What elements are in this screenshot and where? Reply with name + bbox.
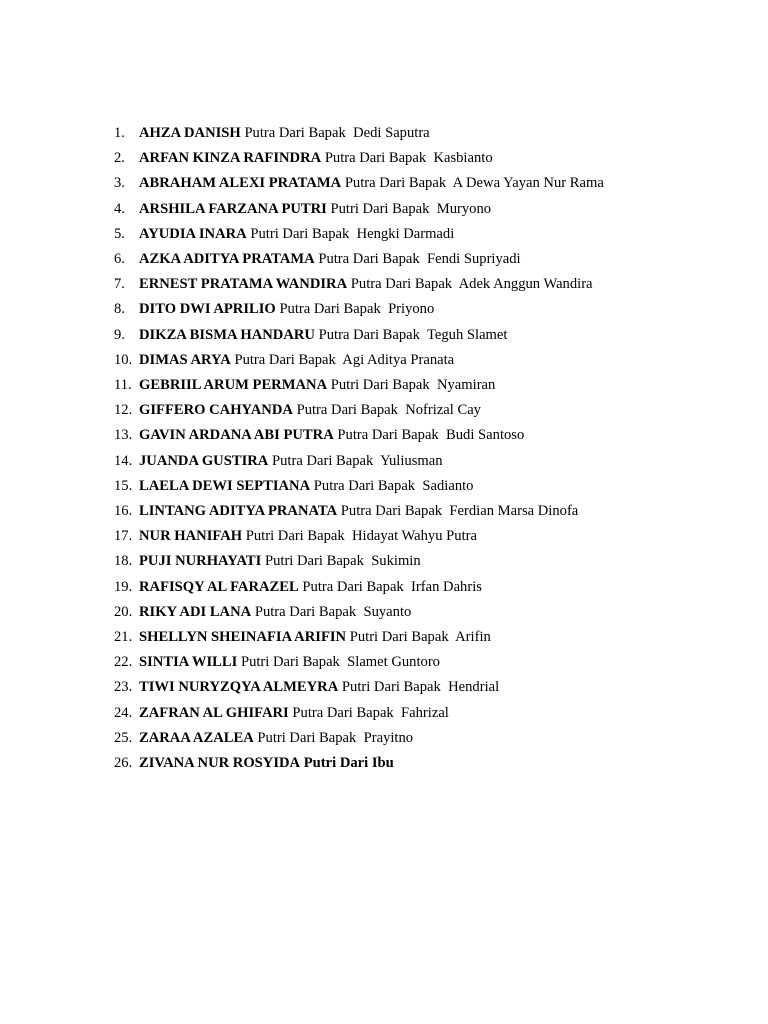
list-item (0, 575, 628, 600)
parent-name: Hidayat Wahyu Putra (351, 528, 477, 545)
relation-text: Putra Dari Bapak (279, 301, 381, 318)
child-name: ERNEST PRATAMA WANDIRA (139, 276, 348, 293)
list-item (0, 423, 628, 448)
list-item-number: 13. (114, 427, 133, 444)
list-item-number: 10. (114, 351, 133, 368)
list-item (0, 726, 628, 751)
list-item (0, 675, 628, 700)
relation-text: Putra Dari Bapak (272, 452, 374, 469)
list-item-number: 12. (114, 402, 133, 419)
list-item (0, 373, 628, 398)
child-name: ARFAN KINZA RAFINDRA (139, 150, 322, 167)
parent-name: Arifin (455, 629, 491, 646)
list-item (0, 297, 628, 322)
parent-name: Agi Aditya Pranata (342, 351, 455, 368)
list-item-number: 23. (114, 679, 133, 696)
child-name: DIMAS ARYA (139, 351, 231, 368)
list-item-number: 5. (114, 225, 125, 242)
relation-text: Putri Dari Bapak (341, 679, 441, 696)
child-name: DITO DWI APRILIO (139, 301, 276, 318)
list-item (0, 323, 628, 348)
list-item-number: 15. (114, 477, 133, 494)
list-item-number: 21. (114, 629, 133, 646)
relation-text: Putra Dari Bapak (313, 477, 416, 494)
list-item (0, 600, 628, 625)
parent-name: Sadianto (422, 477, 474, 494)
relation-text: Putri Dari Bapak (250, 225, 350, 242)
parent-name: Irfan Dahris (411, 578, 482, 595)
child-name: LINTANG ADITYA PRANATA (139, 503, 338, 520)
list-item-number: 18. (114, 553, 133, 570)
parent-name: Hendrial (448, 679, 500, 696)
relation-text: Putri Dari Ibu (303, 755, 394, 772)
list-item (0, 449, 628, 474)
list-item (0, 247, 628, 272)
relation-text: Putri Dari Bapak (349, 629, 449, 646)
child-name: JUANDA GUSTIRA (139, 452, 269, 469)
list-item (0, 398, 628, 423)
list-item (0, 625, 628, 650)
child-name: DIKZA BISMA HANDARU (139, 326, 315, 343)
child-name: GAVIN ARDANA ABI PUTRA (139, 427, 334, 444)
list-item (0, 348, 628, 373)
parent-name: Hengki Darmadi (356, 225, 455, 242)
parent-name: Nofrizal Cay (405, 402, 481, 419)
relation-text: Putra Dari Bapak (337, 427, 439, 444)
list-item-number: 8. (114, 301, 125, 318)
list-item (0, 751, 628, 776)
child-name: AHZA DANISH (139, 125, 241, 141)
list-item-number: 19. (114, 578, 133, 595)
child-name: PUJI NURHAYATI (139, 553, 262, 570)
child-name: SHELLYN SHEINAFIA ARIFIN (139, 629, 347, 646)
child-name: RIKY ADI LANA (139, 603, 252, 620)
list-item (0, 549, 628, 574)
relation-text: Putra Dari Bapak (318, 326, 420, 343)
list-item (0, 650, 628, 675)
child-name: GIFFERO CAHYANDA (139, 402, 293, 419)
child-name: ABRAHAM ALEXI PRATAMA (139, 175, 342, 192)
relation-text: Putra Dari Bapak (350, 276, 453, 293)
parent-name: Fahrizal (401, 704, 449, 721)
relation-text: Putri Dari Bapak (330, 200, 430, 217)
child-name: GEBRIIL ARUM PERMANA (139, 377, 328, 394)
relation-text: Putri Dari Bapak (257, 729, 357, 746)
list-item (0, 222, 628, 247)
parent-name: A Dewa Yayan Nur Rama (452, 175, 604, 192)
child-name: RAFISQY AL FARAZEL (139, 578, 299, 595)
list-item (0, 171, 628, 196)
list-item-number: 22. (114, 654, 133, 671)
relation-text: Putra Dari Bapak (254, 603, 357, 620)
parent-name: Yuliusman (380, 452, 443, 469)
name-list (0, 121, 768, 776)
list-item (0, 146, 628, 171)
list-item-number: 7. (114, 276, 125, 293)
child-name: NUR HANIFAH (139, 528, 243, 545)
child-name: ZAFRAN AL GHIFARI (139, 704, 289, 721)
list-item-number: 2. (114, 150, 125, 167)
child-name: AYUDIA INARA (139, 225, 247, 242)
child-name: TIWI NURYZQYA ALMEYRA (139, 679, 339, 696)
relation-text: Putra Dari Bapak (318, 251, 420, 268)
list-item (0, 474, 628, 499)
child-name: ZIVANA NUR ROSYIDA (139, 755, 301, 772)
child-name: ARSHILA FARZANA PUTRI (139, 200, 327, 217)
list-item-number: 9. (114, 326, 125, 343)
parent-name: Priyono (388, 301, 435, 318)
parent-name: Sukimin (371, 553, 421, 570)
parent-name: Prayitno (363, 729, 414, 746)
parent-name: Kasbianto (433, 150, 493, 167)
parent-name: Ferdian Marsa Dinofa (449, 503, 579, 520)
parent-name: Slamet Guntoro (347, 654, 440, 671)
relation-text: Putri Dari Bapak (264, 553, 364, 570)
list-item-number: 25. (114, 729, 133, 746)
relation-text: Putra Dari Bapak (324, 150, 427, 167)
parent-name: Teguh Slamet (427, 326, 508, 343)
relation-text: Putri Dari Bapak (330, 377, 430, 394)
list-item (0, 499, 628, 524)
parent-name: Muryono (436, 200, 492, 217)
relation-text: Putra Dari Bapak (302, 578, 404, 595)
list-item-number: 1. (114, 125, 125, 141)
list-item-number: 20. (114, 603, 133, 620)
relation-text: Putri Dari Bapak (240, 654, 340, 671)
parent-name: Dedi Saputra (353, 125, 430, 141)
child-name: AZKA ADITYA PRATAMA (139, 251, 315, 268)
relation-text: Putra Dari Bapak (244, 125, 346, 141)
list-item-number: 3. (114, 175, 125, 192)
list-item (0, 272, 628, 297)
child-name: SINTIA WILLI (139, 654, 238, 671)
relation-text: Putri Dari Bapak (245, 528, 345, 545)
list-item-number: 14. (114, 452, 133, 469)
parent-name: Suyanto (363, 603, 412, 620)
parent-name: Fendi Supriyadi (426, 251, 521, 268)
parent-name: Adek Anggun Wandira (458, 276, 593, 293)
list-item-number: 24. (114, 704, 133, 721)
child-name: LAELA DEWI SEPTIANA (139, 477, 311, 494)
list-item (0, 197, 628, 222)
child-name: ZARAA AZALEA (139, 729, 254, 746)
relation-text: Putra Dari Bapak (296, 402, 398, 419)
relation-text: Putra Dari Bapak (340, 503, 443, 520)
list-item (0, 524, 628, 549)
relation-text: Putra Dari Bapak (292, 704, 394, 721)
list-item-number: 4. (114, 200, 125, 217)
relation-text: Putra Dari Bapak (344, 175, 447, 192)
list-item-number: 6. (114, 251, 125, 268)
list-item-number: 26. (114, 755, 133, 772)
list-item-number: 16. (114, 503, 133, 520)
list-item-number: 17. (114, 528, 133, 545)
relation-text: Putra Dari Bapak (234, 351, 336, 368)
list-item (0, 121, 628, 146)
parent-name: Budi Santoso (446, 427, 525, 444)
list-item-number: 11. (114, 377, 132, 394)
list-item (0, 701, 628, 726)
parent-name: Nyamiran (436, 377, 496, 394)
